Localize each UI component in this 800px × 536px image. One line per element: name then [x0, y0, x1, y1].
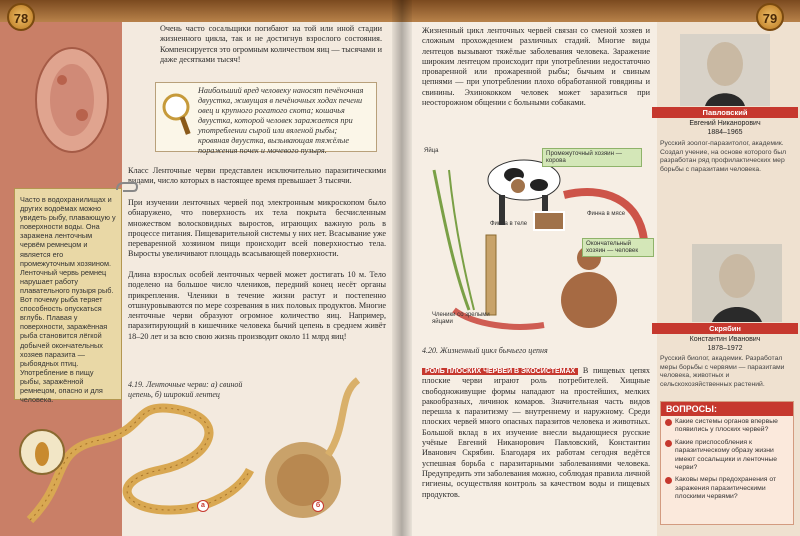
magnifier-icon	[160, 91, 194, 137]
question-text: Каковы меры предохранения от заражения паразитическими плоскими червями?	[675, 476, 777, 501]
scientist-2-years: 1878–1972	[707, 345, 743, 352]
tapeworm-illustration	[10, 380, 255, 530]
body-paragraph-2: Длина взрослых особей ленточных червей может достигать 10 м. Тело поделено на большое число члеников, передний конец несёт органы прикрепления. Членики в течение жизни растут и постепенно отшнуровываются по мере созревания в них половых продуктов. Многие ленточные черви образуют огромное количество яиц. Например, паразитирующий в кишечнике человека бычий цепень в среднем живёт 18–20 лет и за всю свою жизнь производит около 11 млрд яиц!	[128, 270, 386, 341]
right-intro-paragraph: Жизненный цикл ленточных червей связан со сменой хозяев и сложным прохождением различных стадий. Многие виды лентецов вызывают тяжёлые заболевания человека. Заражение широким лентецом происходит при употреблении недостаточно проваренной или прожаренной рыбы; бычьим и свиным цепнями — при употреблении плохо обработанной говядины и свинины. Эхинококком человек может заразиться при неосторожном общении с больными собаками.	[422, 26, 650, 108]
note-text: Наибольший вред человеку наносят печёночная двуустка, живущая в печёночных ходах печени овец и крупного рогатого скота; кошачья двуустка, которой человек заражается при употреблении сырой или вяленой рыбы; кровяная двуустка, вызывающая тяжёлые поражения почек и мочевого пузыря.	[198, 86, 364, 155]
scientist-1-name: Евгений Никанорович	[689, 120, 761, 127]
question-item	[661, 474, 793, 503]
class-paragraph: Класс Ленточные черви представлен исключительно паразитическими видами, число которых в настоящее время превышает 3 тысячи.	[128, 166, 386, 186]
label-finna-meat: Финна в мясе	[587, 211, 626, 217]
question-item	[661, 437, 793, 475]
section-paragraph	[422, 366, 650, 500]
fluke-illustration	[22, 40, 122, 170]
questions-box	[660, 401, 794, 525]
question-text: Какие системы органов впервые появились у плоских червей?	[675, 418, 778, 434]
top-band	[0, 0, 402, 22]
scientist-1-surname: Павловский	[652, 107, 798, 118]
questions-title: ВОПРОСЫ:	[661, 402, 793, 416]
skryabin-portrait	[692, 244, 782, 322]
scientist-1-years: 1884–1965	[707, 129, 743, 136]
right-page	[402, 0, 800, 536]
marker-a: а	[197, 500, 209, 512]
scientist-2-name: Константин Иванович	[689, 336, 761, 343]
paperclip-icon	[114, 180, 138, 200]
section-tag: РОЛЬ ПЛОСКИХ ЧЕРВЕЙ В ЭКОСИСТЕМАХ	[422, 368, 578, 375]
label-segments: Членики со зрелыми яйцами	[432, 312, 490, 325]
fish-sidebox	[14, 188, 122, 405]
note-box	[155, 82, 377, 155]
section-text: В пищевых цепях плоские черви играют роль потребителей. Хищные свободноживущие формы нападают на простейших, мелких ракообразных, личинок комаров. Значительная часть видов перешла к паразитизму — внутреннему и наружному. Среди плоских червей много опасных паразитов человека и животных. Большой вклад в их изучение внесли выдающиеся русские учёные Евгений Никанорович Павловский, Константин Иванович Скрябин. Благодаря их работам сегодня ведётся успешная борьба с паразитарными заболеваниями человека. Предупредить эти заболевания можно, соблюдая правила личной гигиены, осуществляя контроль за качеством воды и пищевых продуктов.	[422, 366, 650, 499]
figure-caption-right: 4.20. Жизненный цикл бычьего цепня	[422, 346, 548, 355]
question-item	[661, 416, 793, 437]
page-number-left: 78	[7, 3, 35, 31]
label-eggs: Яйца	[424, 148, 439, 154]
page-number-right: 79	[756, 3, 784, 31]
book-gutter	[392, 0, 412, 536]
scientist-2-surname: Скрябин	[652, 323, 798, 334]
bullet-icon	[665, 440, 672, 447]
pavlovsky-portrait	[680, 34, 770, 106]
label-intermediate-host: Промежуточный хозяин — корова	[542, 148, 642, 167]
sidebox-text: Часто в водохранилищах и других водоёмах можно увидеть рыбу, плавающую у поверхности воды. Она заражена ленточным червём ремнецом и является его промежуточным хозяином. Ленточный червь ремнец нарушает работу плавательного пузыря рыб. Вот почему рыба теряет способность опускаться вглубь. Плавая у поверхности, заражённая рыба становится лёгкой добычей окончательных хозяев паразита — рыбоядных птиц. Употребление в пищу рыбы, заражённой ремнецом, опасно и для человека.	[20, 195, 116, 405]
scientist-1-desc: Русский зоолог-паразитолог, академик. Создал учение, на основе которого был разработан ряд профилактических мер борьбы с паразитами человека.	[660, 140, 787, 173]
top-band-right	[402, 0, 800, 22]
bullet-icon	[665, 419, 672, 426]
figure-caption-left: 4.19. Ленточные черви: а) свиной цепень, б) широкий лентец	[128, 380, 243, 399]
label-final-host: Окончательный хозяин — человек	[582, 238, 654, 257]
question-text: Какие приспособления к паразитическому образу жизни имеют сосальщики и ленточные черви?	[675, 438, 777, 472]
scientist-2-desc: Русский биолог, академик. Разработал меры борьбы с червями — паразитами человека, животных и сельскохозяйственных растений.	[660, 355, 785, 388]
intro-paragraph: Очень часто сосальщики погибают на той или иной стадии жизненного цикла, так и не достигнув взрослого состояния. Компенсируется это огромным количеством яиц — тысячами и даже десятками тысяч!	[160, 24, 382, 64]
marker-b: б	[312, 500, 324, 512]
body-paragraph-1: При изучении ленточных червей под электронным микроскопом было обнаружено, что поверхность их тела покрыта бесчисленным множеством волосковидных выростов, играющих важную роль в процессе питания. Пищеварительной системы у них нет. Всасывание уже переваренной хозяином пищи происходит всей поверхностью тела. Выросты увеличивают площадь всасывающей поверхности.	[128, 198, 386, 259]
label-finna-cattle: Финна в теле	[490, 221, 528, 227]
bullet-icon	[665, 477, 672, 484]
